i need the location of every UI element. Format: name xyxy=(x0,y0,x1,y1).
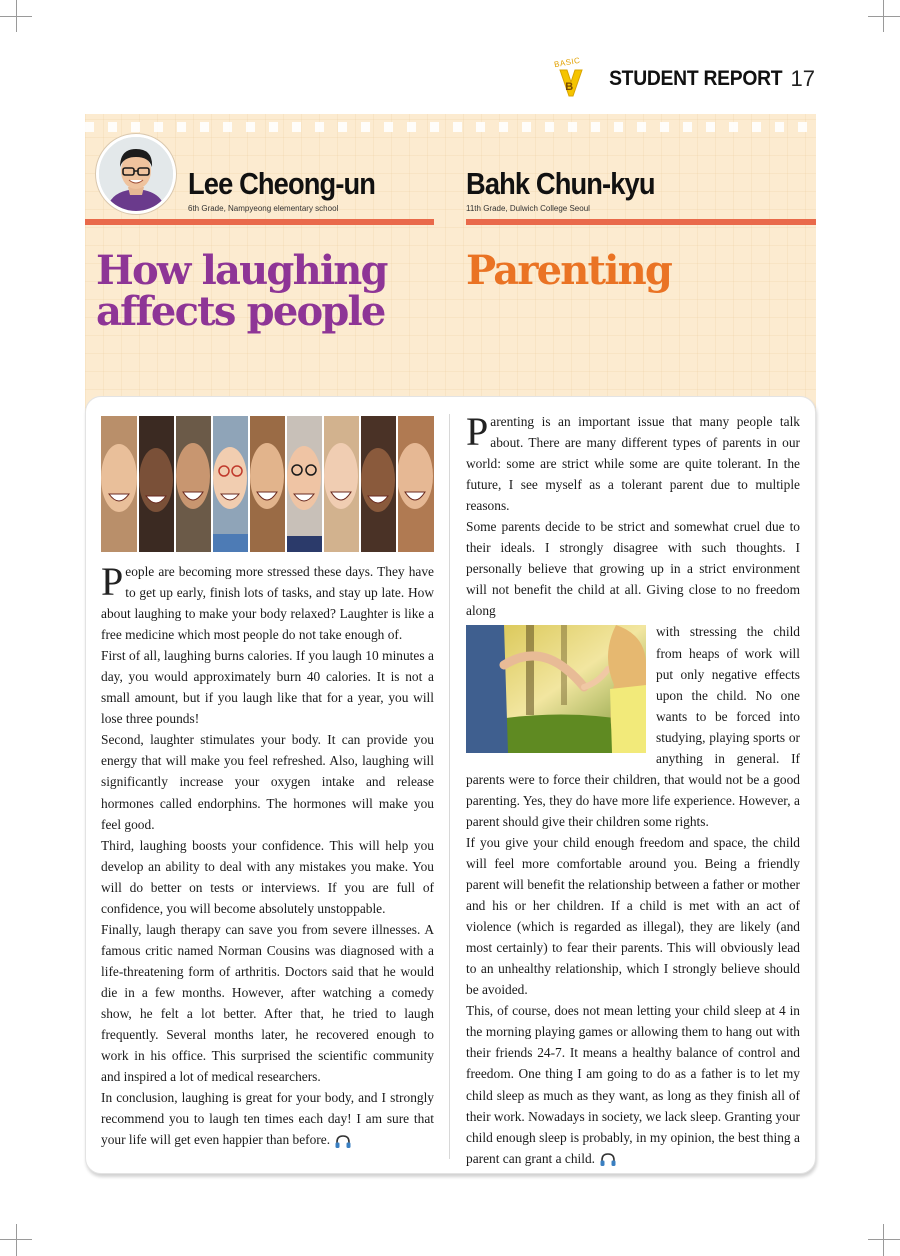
paragraph: First of all, laughing burns calories. If you laugh 10 minutes a day, you would approximately burn 40 calories. It is not a small amount, but if you laugh like that for a year, you will lose three pounds! xyxy=(101,648,434,727)
decorative-dot-strip xyxy=(85,122,816,132)
author-name-right: Bahk Chun-kyu xyxy=(466,166,655,201)
paragraph-text: This, of course, does not mean letting your child sleep at 4 in the morning playing games or allowing them to hang out with their friends 24-7. It means a healthy balance of control and freedom. One thing I am going to do as a father is to let my child sleep as much as they want, as long as they finish all of their work. Nowadays in society, we lack sleep. Granting your child enough sleep is probably, in my opinion, the best thing a parent can grant a child. xyxy=(466,1003,800,1166)
page-number: 17 xyxy=(790,66,815,91)
badge-letter: B xyxy=(565,81,574,93)
paragraph xyxy=(466,1000,800,1168)
drop-cap: P xyxy=(101,559,124,604)
author-school-right: 11th Grade, Dulwich College Seoul xyxy=(466,204,590,213)
section-title: STUDENT REPORT xyxy=(609,67,783,90)
paragraph: Some parents decide to be strict and somewhat cruel due to their ideals. I strongly disagree with such thoughts. I personally believe that growing up in a strict environment will not benefit the child at all. Giving close to no freedom along xyxy=(466,519,800,619)
crop-mark xyxy=(883,1224,884,1256)
paragraph-text: with stressing the child from heaps of work will put only negative effects upon the child. No one wants to be forced into studying, playing sports or anything in general. If parents were to force their children, that would not be a good parenting. Yes, they do have more life experience. However, a parent should give their children some rights. xyxy=(466,624,800,829)
article-body-right xyxy=(466,411,800,1169)
paragraph-text: eople are becoming more stressed these days. They have to get up early, finish lots of tasks, and stay up late. How about laughing to make your body relaxed? Laughter is like a free medicine which most people do not take enough of. xyxy=(101,564,434,643)
page-header xyxy=(553,55,815,100)
paragraph xyxy=(101,561,434,645)
crop-mark xyxy=(868,1239,900,1240)
paragraph xyxy=(101,1087,434,1150)
title-line: How laughing xyxy=(96,247,387,294)
headphones-icon xyxy=(334,1134,352,1149)
paragraph: Second, laughter stimulates your body. It can provide you energy that will make you feel refreshed. Also, laughing will significantly increase your oxygen intake and release hormones called endorphins. The hormones will make you feel good. xyxy=(101,732,434,832)
author-school-left: 6th Grade, Nampyeong elementary school xyxy=(188,204,339,213)
crop-mark xyxy=(16,0,17,32)
paragraph-text: arenting is an important issue that many people talk about. There are many different types of parents in our world: some are strict while some are quite tolerant. In the future, I see myself as a tolerant parent due to multiple reasons. xyxy=(466,414,800,514)
parent-child-photo xyxy=(466,625,646,753)
author-name-left: Lee Cheong-un xyxy=(188,166,376,201)
avatar xyxy=(96,134,176,214)
crop-mark xyxy=(868,16,900,17)
paragraph: If you give your child enough freedom and space, the child will feel more comfortable around you. Being a friendly parent will benefit the relationship between a father or mother and his or her children. If a child is met with an act of violence (which is regarded as illegal), they are likely (and most certainly) to fear their parents. This will obviously lead to an unhealthy relationship, which I strongly believe should be avoided. xyxy=(466,834,800,998)
article-title-right: Parenting xyxy=(466,247,672,294)
article-body-left xyxy=(101,561,434,1150)
paragraph: Finally, laugh therapy can save you from severe illnesses. A famous critic named Norman Cousins was diagnosed with a life-threatening form of arthritis. Doctors said that he would die in a few months. However, after watching a comedy show, he felt a lot better. After that, he tried to laugh frequently. Several months later, he recovered enough to work in his office. This surprised the scientific community and inspired a lot of medical researchers. xyxy=(101,921,434,1085)
article-title-left xyxy=(96,247,387,335)
paragraph xyxy=(466,411,800,516)
author-rule-right xyxy=(466,219,816,225)
student-portrait-icon xyxy=(99,137,173,211)
author-rule-left xyxy=(85,219,434,225)
paragraph-text: In conclusion, laughing is great for your body, and I strongly recommend you to laugh ten times each day! I am sure that your life will get even happier than before. xyxy=(101,1090,434,1148)
laughing-faces-photo xyxy=(101,416,434,552)
crop-mark xyxy=(16,1224,17,1256)
paragraph xyxy=(466,621,800,831)
title-line: affects people xyxy=(96,288,385,335)
headphones-icon xyxy=(599,1152,617,1167)
crop-mark xyxy=(883,0,884,32)
basic-badge-icon xyxy=(553,55,586,100)
badge-label: BASIC xyxy=(553,55,582,70)
paragraph: Third, laughing boosts your confidence. This will help you develop an ability to deal with any mistakes you make. You will do better on tests or interviews. If you are full of confidence, you will become absolutely unstoppable. xyxy=(101,837,434,916)
drop-cap: P xyxy=(466,409,489,454)
column-divider xyxy=(449,414,450,1159)
